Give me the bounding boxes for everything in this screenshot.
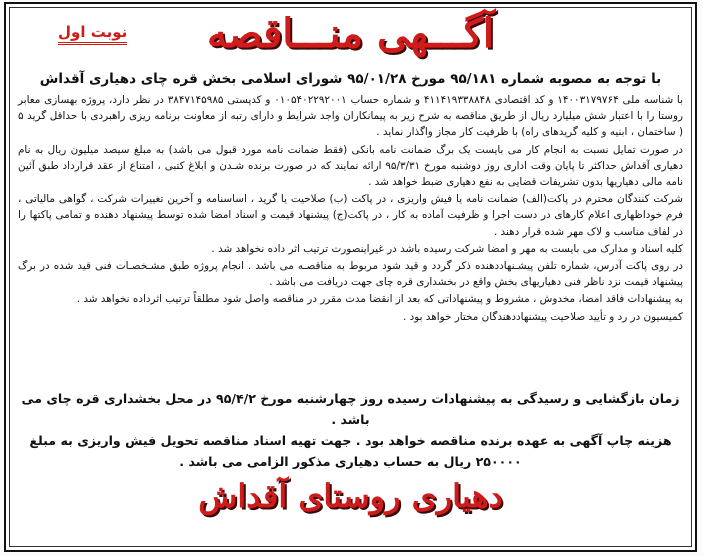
ad-body xyxy=(18,92,683,326)
body-paragraph: در روی پاکت آدرس، شماره تلفن پیشـنهاددهنده ذکر گردد و قید شود مربوط به مناقصـه می باشد . انجام پروژه طبق مشـخصـات فنی قید شده در برگ پیشنهاد قیمت نزد ناظر فنی دهیاریهای بخش واقع در بخشداری قره چای جهت دریافت می باشد . xyxy=(18,260,683,289)
ad-frame xyxy=(4,2,697,552)
ad-title: آگـــهی منـــاقصه xyxy=(206,10,495,57)
notice-round-badge: نوبت اول xyxy=(58,22,127,45)
ad-closing xyxy=(18,388,683,472)
footer-area xyxy=(6,472,695,520)
body-paragraph: در صورت تمایل نسبت به انجام کار می بایست یک برگ ضمانت نامه بانکی (فقط ضمانت نامه مورد قبول می باشد) به مبلغ سیصد میلیون ریال به نام دهیاری آقداش حداکثر تا پایان وقت اداری روز دوشنبه مورخ ۹۵/۳/۳۱ ارائه نمایند که در صورت برنده شـدن و ابلاغ کتبی ، امتناع از عقد قرارداد طبق آئین نامه مالی دهیاریها بدون تشریفات قضایی به نفع دهیاری ضبط خواهد شد . xyxy=(18,143,683,189)
ad-heading: با توجه به مصوبه شماره ۹۵/۱۸۱ مورخ ۹۵/۰۱/۲۸ شورای اسلامی بخش قره چای دهیاری آقداش xyxy=(39,71,662,87)
body-paragraph: کلیه اسناد و مدارک می بایست به مهر و امضا شرکت رسیده باشد در غیراینصورت ترتیب اثر داده نخواهد شد . xyxy=(211,242,683,255)
body-paragraph: با شناسه ملی ۱۴۰۰۳۱۷۹۷۶۴ و کد اقتصادی ۴۱۱۴۱۹۳۳۸۸۴۸ و شماره حساب ۰۱۰۵۴۰۲۲۹۲۰۰۱ و کدپستی ۳۸۴۷۱۴۵۹۸۵ در نظر دارد، پروژه بهسازی معابر روستا را با اعتبار شش میلیارد ریال از طریق مناقصه به شرح زیر به پیمانکاران واجد شرایط و دارای رتبه از معاونت برنامه ریزی راهبردی با حداقل گرید ۵ ( ساختمان ، ابنیه و کلیه گریدهای راه) با ظرفیت کار مجاز واگذار نماید . xyxy=(18,94,683,139)
body-paragraph: شرکت کنندگان محترم در پاکت(الف) ضمانت نامه یا فیش واریزی ، در پاکت (ب) صلاحیت یا گرید ، اساسنامه و آخرین تغییرات شرکت ، گواهی مالیاتی ، فرم خوداظهاری اعلام کارهای در دست اجرا و ظرفیت آماده به کار ، در پاکت(ج) پیشنهاد قیمت و اسناد امضا شده توسط پیشنهاد دهنده و تمامی پاکتها را در لفاف مناسب و لاک مهر شده قرار دهند . xyxy=(18,193,683,238)
body-paragraph: به پیشنهادات فاقد امضا، مخدوش ، مشروط و پیشنهاداتی که بعد از انقضا مدت مقرر در مناقصه واصل شود مطلقاً ترتیب اثرداده نخواهد شد . xyxy=(76,293,683,306)
closing-line: زمان بازگشایی و رسیدگی به پیشنهادات رسیده روز چهارشنبه مورخ ۹۵/۴/۲ در محل بخشداری قره چای می باشد . xyxy=(21,391,680,427)
ad-footer-signature: دهیاری روستای آقداش xyxy=(198,477,503,515)
body-paragraph: کمیسیون در رد و تأیید صلاحیت پیشنهاددهندگان مختار خواهد بود . xyxy=(403,310,683,323)
closing-line: هزینه چاپ آگهی به عهده برنده مناقصه خواهد بود . جهت تهیه اسناد مناقصه تحویل فیش واریزی به مبلغ ۲۵۰۰۰۰ ریال به حساب دهیاری مذکور الزامی می باشد . xyxy=(29,433,672,469)
